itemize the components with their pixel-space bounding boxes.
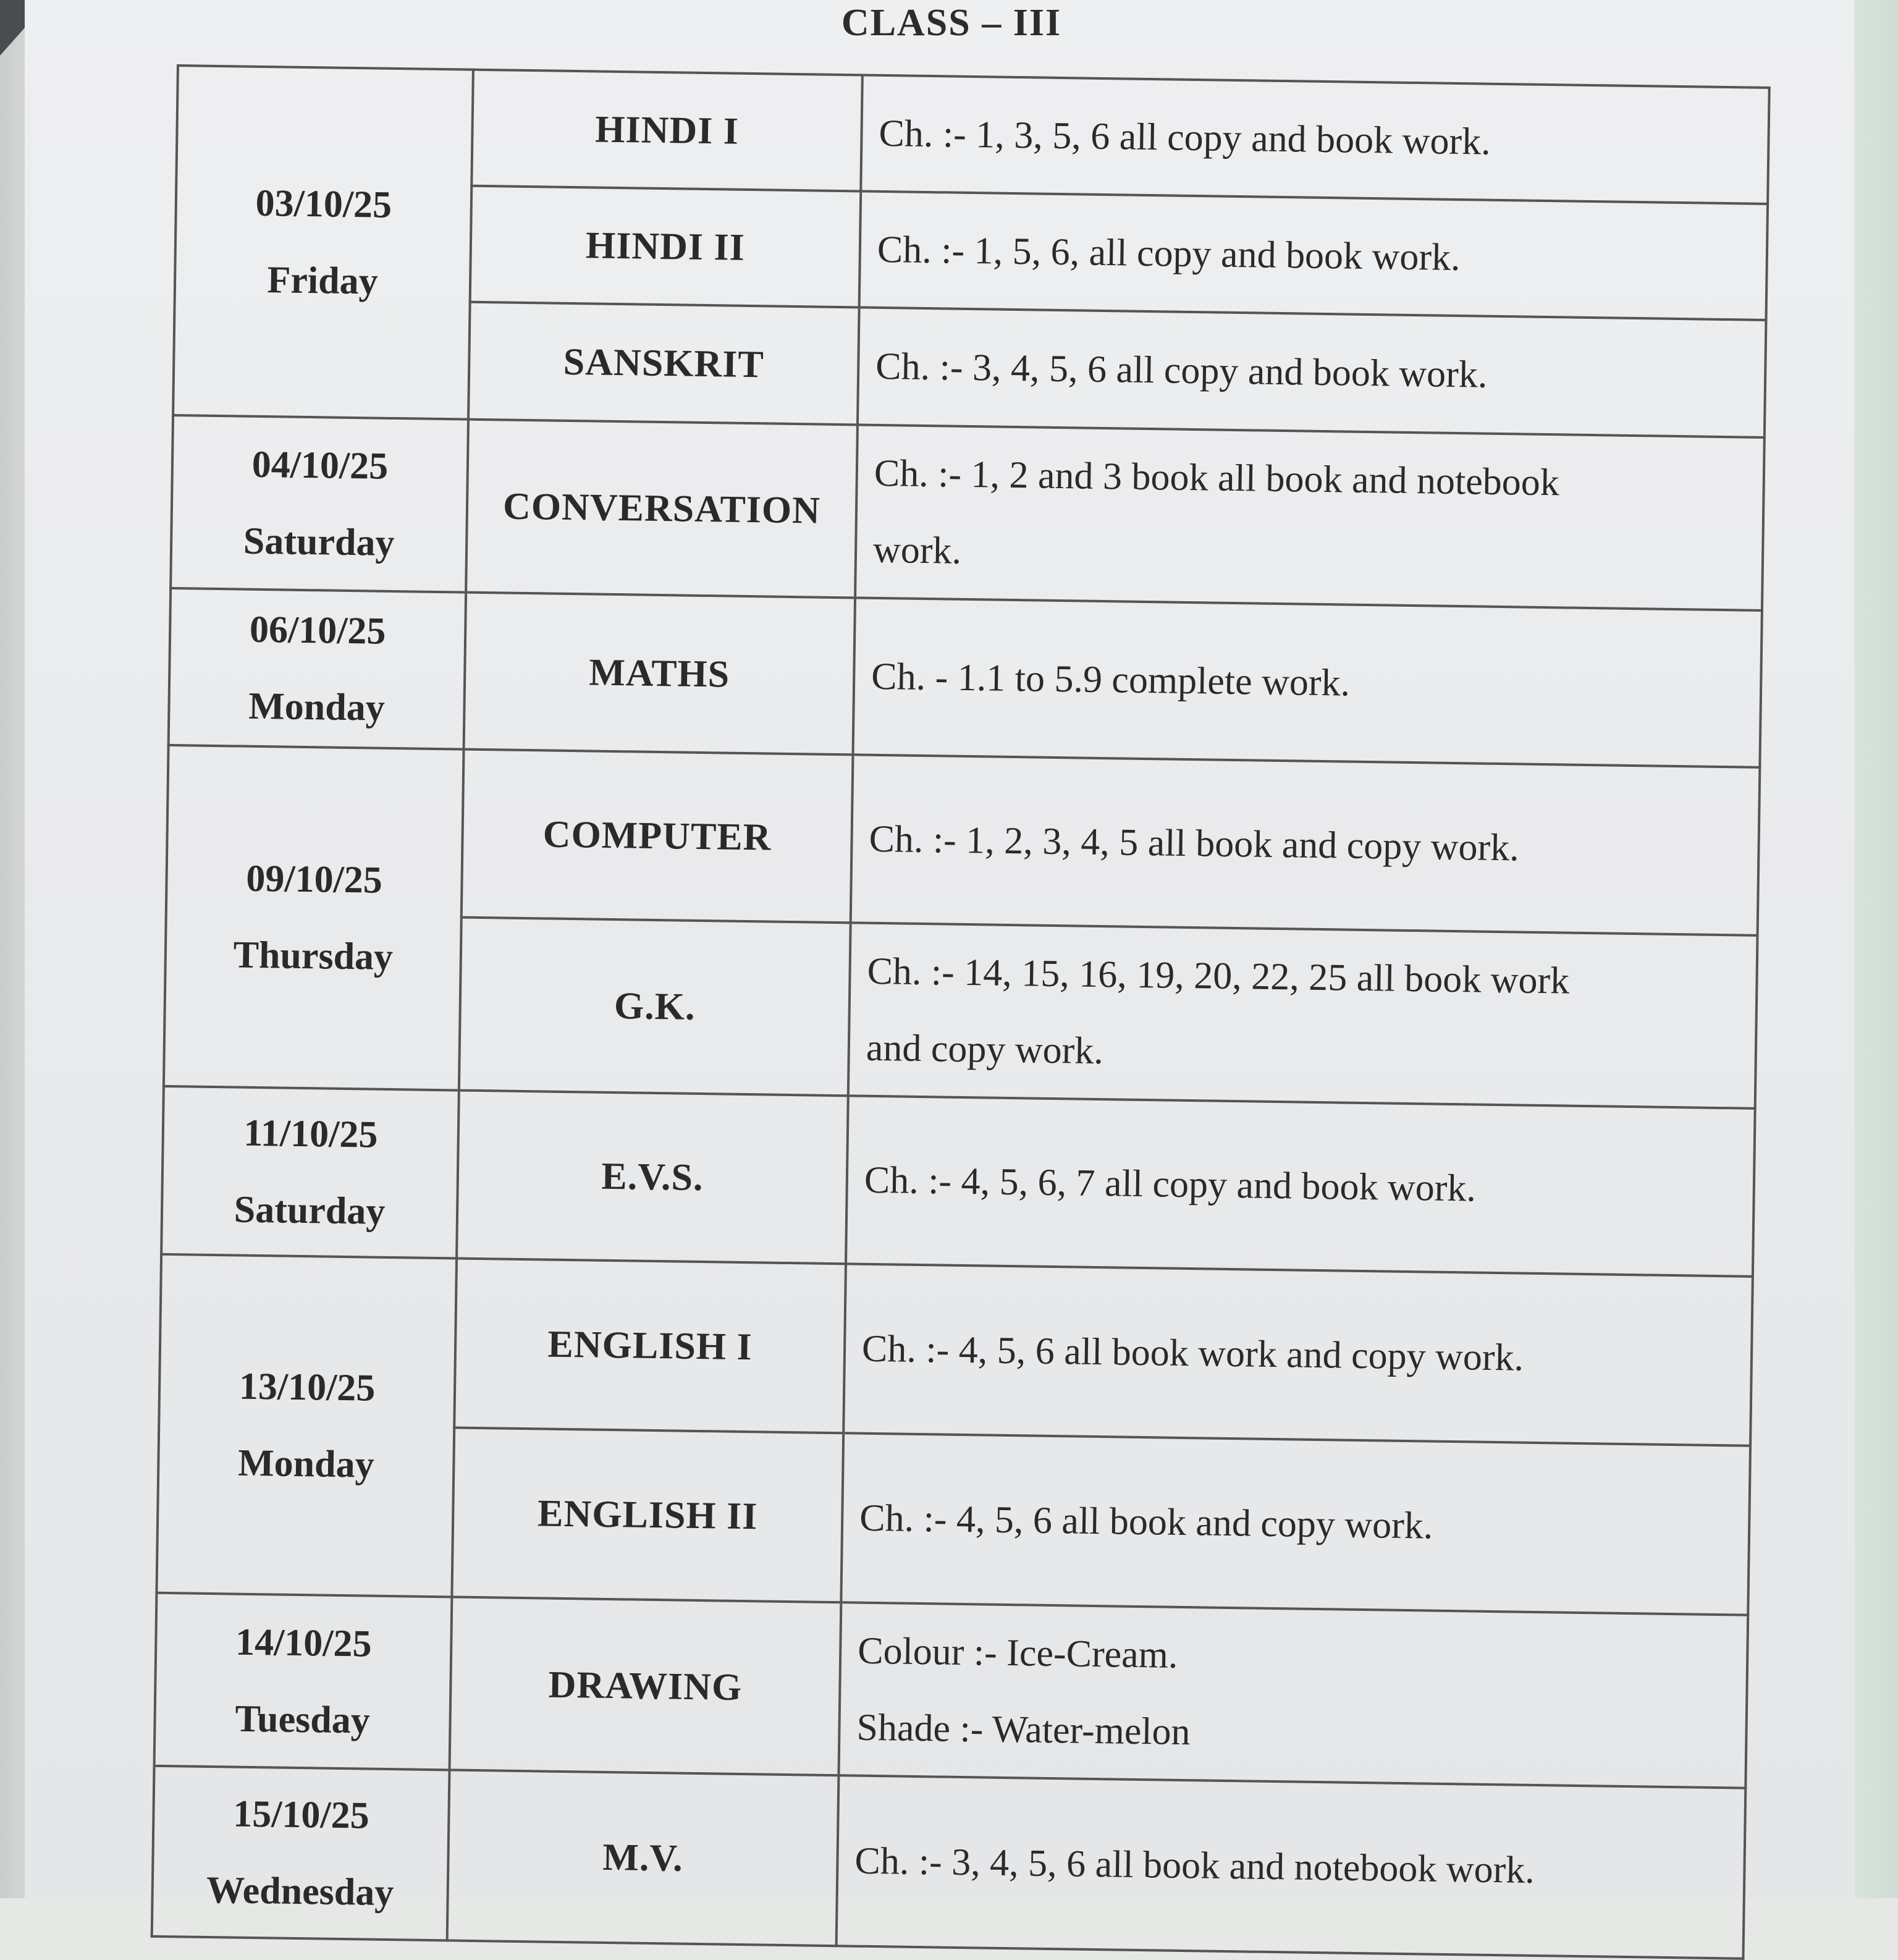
work-cell [855,425,1765,610]
work-line: work. [872,528,962,572]
work-cell [848,923,1758,1108]
date-cell [154,1593,452,1770]
work-line: Ch. - 1.1 to 5.9 complete work. [871,655,1351,704]
table-row [152,1766,1746,1959]
subject-cell: M.V. [447,1770,839,1946]
background-right [1855,0,1898,1898]
schedule-sheet [151,64,1771,1960]
date-cell [161,1086,459,1259]
subject-cell: ENGLISH I [454,1259,846,1434]
page-title: CLASS – III [841,2,1062,44]
day-text: Saturday [234,1188,386,1233]
work-line: Ch. :- 4, 5, 6 all book work and copy work. [861,1327,1524,1379]
work-line: Ch. :- 1, 5, 6, all copy and book work. [877,228,1461,279]
work-line: Ch. :- 3, 4, 5, 6 all book and notebook work. [854,1840,1535,1891]
subject-cell: G.K. [459,918,851,1096]
table-row [161,1086,1755,1277]
date-cell [173,65,473,420]
date-text: 03/10/25 [255,182,392,226]
work-cell [851,754,1760,935]
table-row [176,65,1769,204]
day-text: Monday [248,685,386,729]
work-line: Ch. :- 4, 5, 6, 7 all copy and book work. [864,1159,1477,1210]
work-cell [838,1602,1748,1788]
date-cell [152,1766,450,1941]
work-line: Ch. :- 1, 2, 3, 4, 5 all book and copy work. [869,817,1520,869]
work-line: Ch. :- 4, 5, 6 all book and copy work. [859,1497,1433,1547]
subject-cell: MATHS [464,593,855,755]
day-text: Wednesday [206,1869,394,1914]
date-text: 11/10/25 [243,1112,378,1156]
subject-cell: SANSKRIT [468,302,859,425]
work-line: Ch. :- 14, 15, 16, 19, 20, 22, 25 all book work [867,950,1570,1002]
date-text: 13/10/25 [238,1365,376,1409]
table-row [169,588,1762,767]
date-cell [156,1254,457,1597]
day-text: Tuesday [235,1697,371,1742]
work-line: Ch. :- 1, 2 and 3 book all book and notebook [874,452,1560,504]
date-text: 15/10/25 [232,1793,370,1837]
work-cell [846,1096,1755,1276]
day-text: Friday [267,259,379,303]
date-text: 09/10/25 [245,857,383,902]
table-row [171,415,1765,610]
work-cell [837,1775,1746,1958]
day-text: Monday [237,1442,375,1486]
subject-cell: HINDI II [470,186,861,308]
day-text: Saturday [243,520,395,564]
work-cell [853,598,1762,767]
table-row [166,745,1760,936]
date-cell [171,415,468,593]
work-cell [859,191,1768,319]
work-line: Colour :- Ice-Cream. [857,1629,1178,1676]
day-text: Thursday [233,934,394,979]
table-row [154,1593,1748,1788]
subject-cell: HINDI I [471,70,863,192]
date-cell [169,588,466,750]
work-line: and copy work. [866,1026,1104,1073]
work-cell [841,1433,1750,1615]
subject-cell: DRAWING [450,1597,841,1775]
subject-cell: COMPUTER [462,750,853,923]
subject-cell: ENGLISH II [452,1427,843,1602]
work-cell [861,75,1769,203]
schedule-table [151,64,1771,1960]
date-text: 14/10/25 [235,1621,373,1665]
work-line: Shade :- Water-melon [856,1706,1191,1754]
table-row [159,1254,1753,1446]
work-cell [843,1264,1753,1445]
work-cell [858,307,1766,437]
date-cell [164,745,464,1091]
date-text: 04/10/25 [251,443,389,488]
work-line: Ch. :- 1, 3, 5, 6 all copy and book work. [879,112,1491,163]
date-text: 06/10/25 [249,608,386,653]
subject-cell: E.V.S. [457,1091,848,1264]
work-line: Ch. :- 3, 4, 5, 6 all copy and book work. [875,345,1488,396]
subject-cell: CONVERSATION [466,420,858,598]
